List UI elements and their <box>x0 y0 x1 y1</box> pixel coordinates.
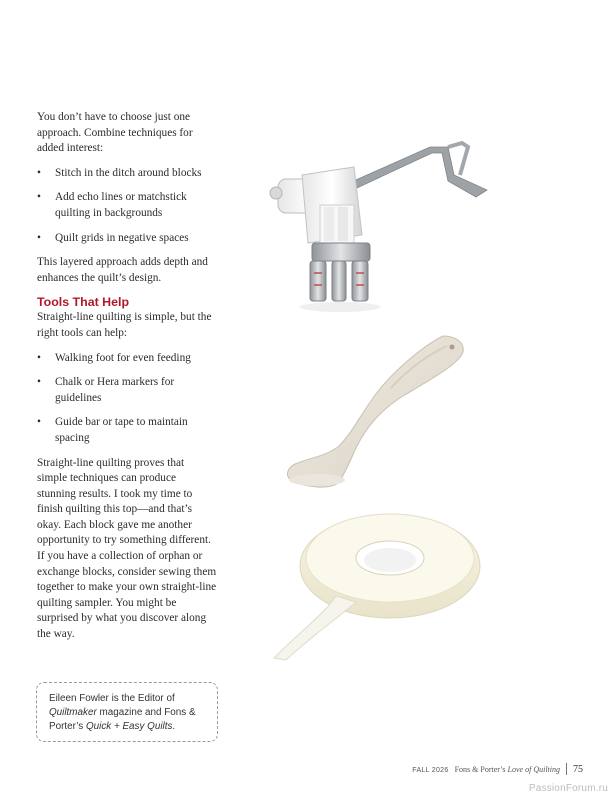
footer-magazine-prefix: Fons & Porter’s <box>454 765 508 774</box>
layered-note: This layered approach adds depth and enhances the quilt’s design. <box>37 256 208 284</box>
techniques-list <box>37 166 217 246</box>
page-footer <box>412 763 583 775</box>
list-item: • Add echo lines or matchstick quilting in backgrounds <box>37 190 217 221</box>
bio-text: Eileen Fowler is the Editor of <box>49 693 175 704</box>
tools-intro: Straight-line quilting is simple, but the right tools can help: <box>37 311 212 339</box>
list-item: • Walking foot for even feeding <box>37 351 217 367</box>
bio-text: . <box>172 720 176 732</box>
author-bio-box <box>36 682 218 742</box>
tools-heading: Tools That Help <box>37 295 130 310</box>
tools-list <box>37 351 217 447</box>
intro-paragraph: You don’t have to choose just one approach. Combine techniques for added interest: <box>37 111 193 155</box>
main-text-column <box>37 110 217 652</box>
footer-magazine-title: Love of Quilting <box>507 765 560 774</box>
page-number: 75 <box>573 764 583 775</box>
hera-marker-image <box>283 330 493 498</box>
walking-foot-image <box>262 135 502 320</box>
list-item: • Stitch in the ditch around blocks <box>37 166 217 182</box>
closing-paragraph: Straight-line quilting proves that simple techniques can produce stunning results. I took my time to finish quilting this top—and that’s okay. Each block gave me another opportunity to try something different. If you have a collection of orphan or exchange blocks, consider sewing them together to make your own straight-line quilting sampler. You might be surprised by what you discover along the way. <box>37 456 217 641</box>
list-item: • Quilt grids in negative spaces <box>37 231 217 247</box>
bio-text: magazine and Fons & Porter’s <box>49 706 196 732</box>
bio-magazine-title: Quick + Easy Quilts <box>85 720 173 732</box>
list-item: • Guide bar or tape to maintain spacing <box>37 415 217 446</box>
watermark-text: PassionForum.ru <box>528 783 608 794</box>
footer-divider <box>566 763 567 775</box>
footer-season: FALL 2026 <box>412 767 449 774</box>
guide-tape-roll-image <box>264 508 504 668</box>
bio-magazine-title: Quiltmaker <box>49 706 97 718</box>
list-item: • Chalk or Hera markers for guidelines <box>37 375 217 406</box>
